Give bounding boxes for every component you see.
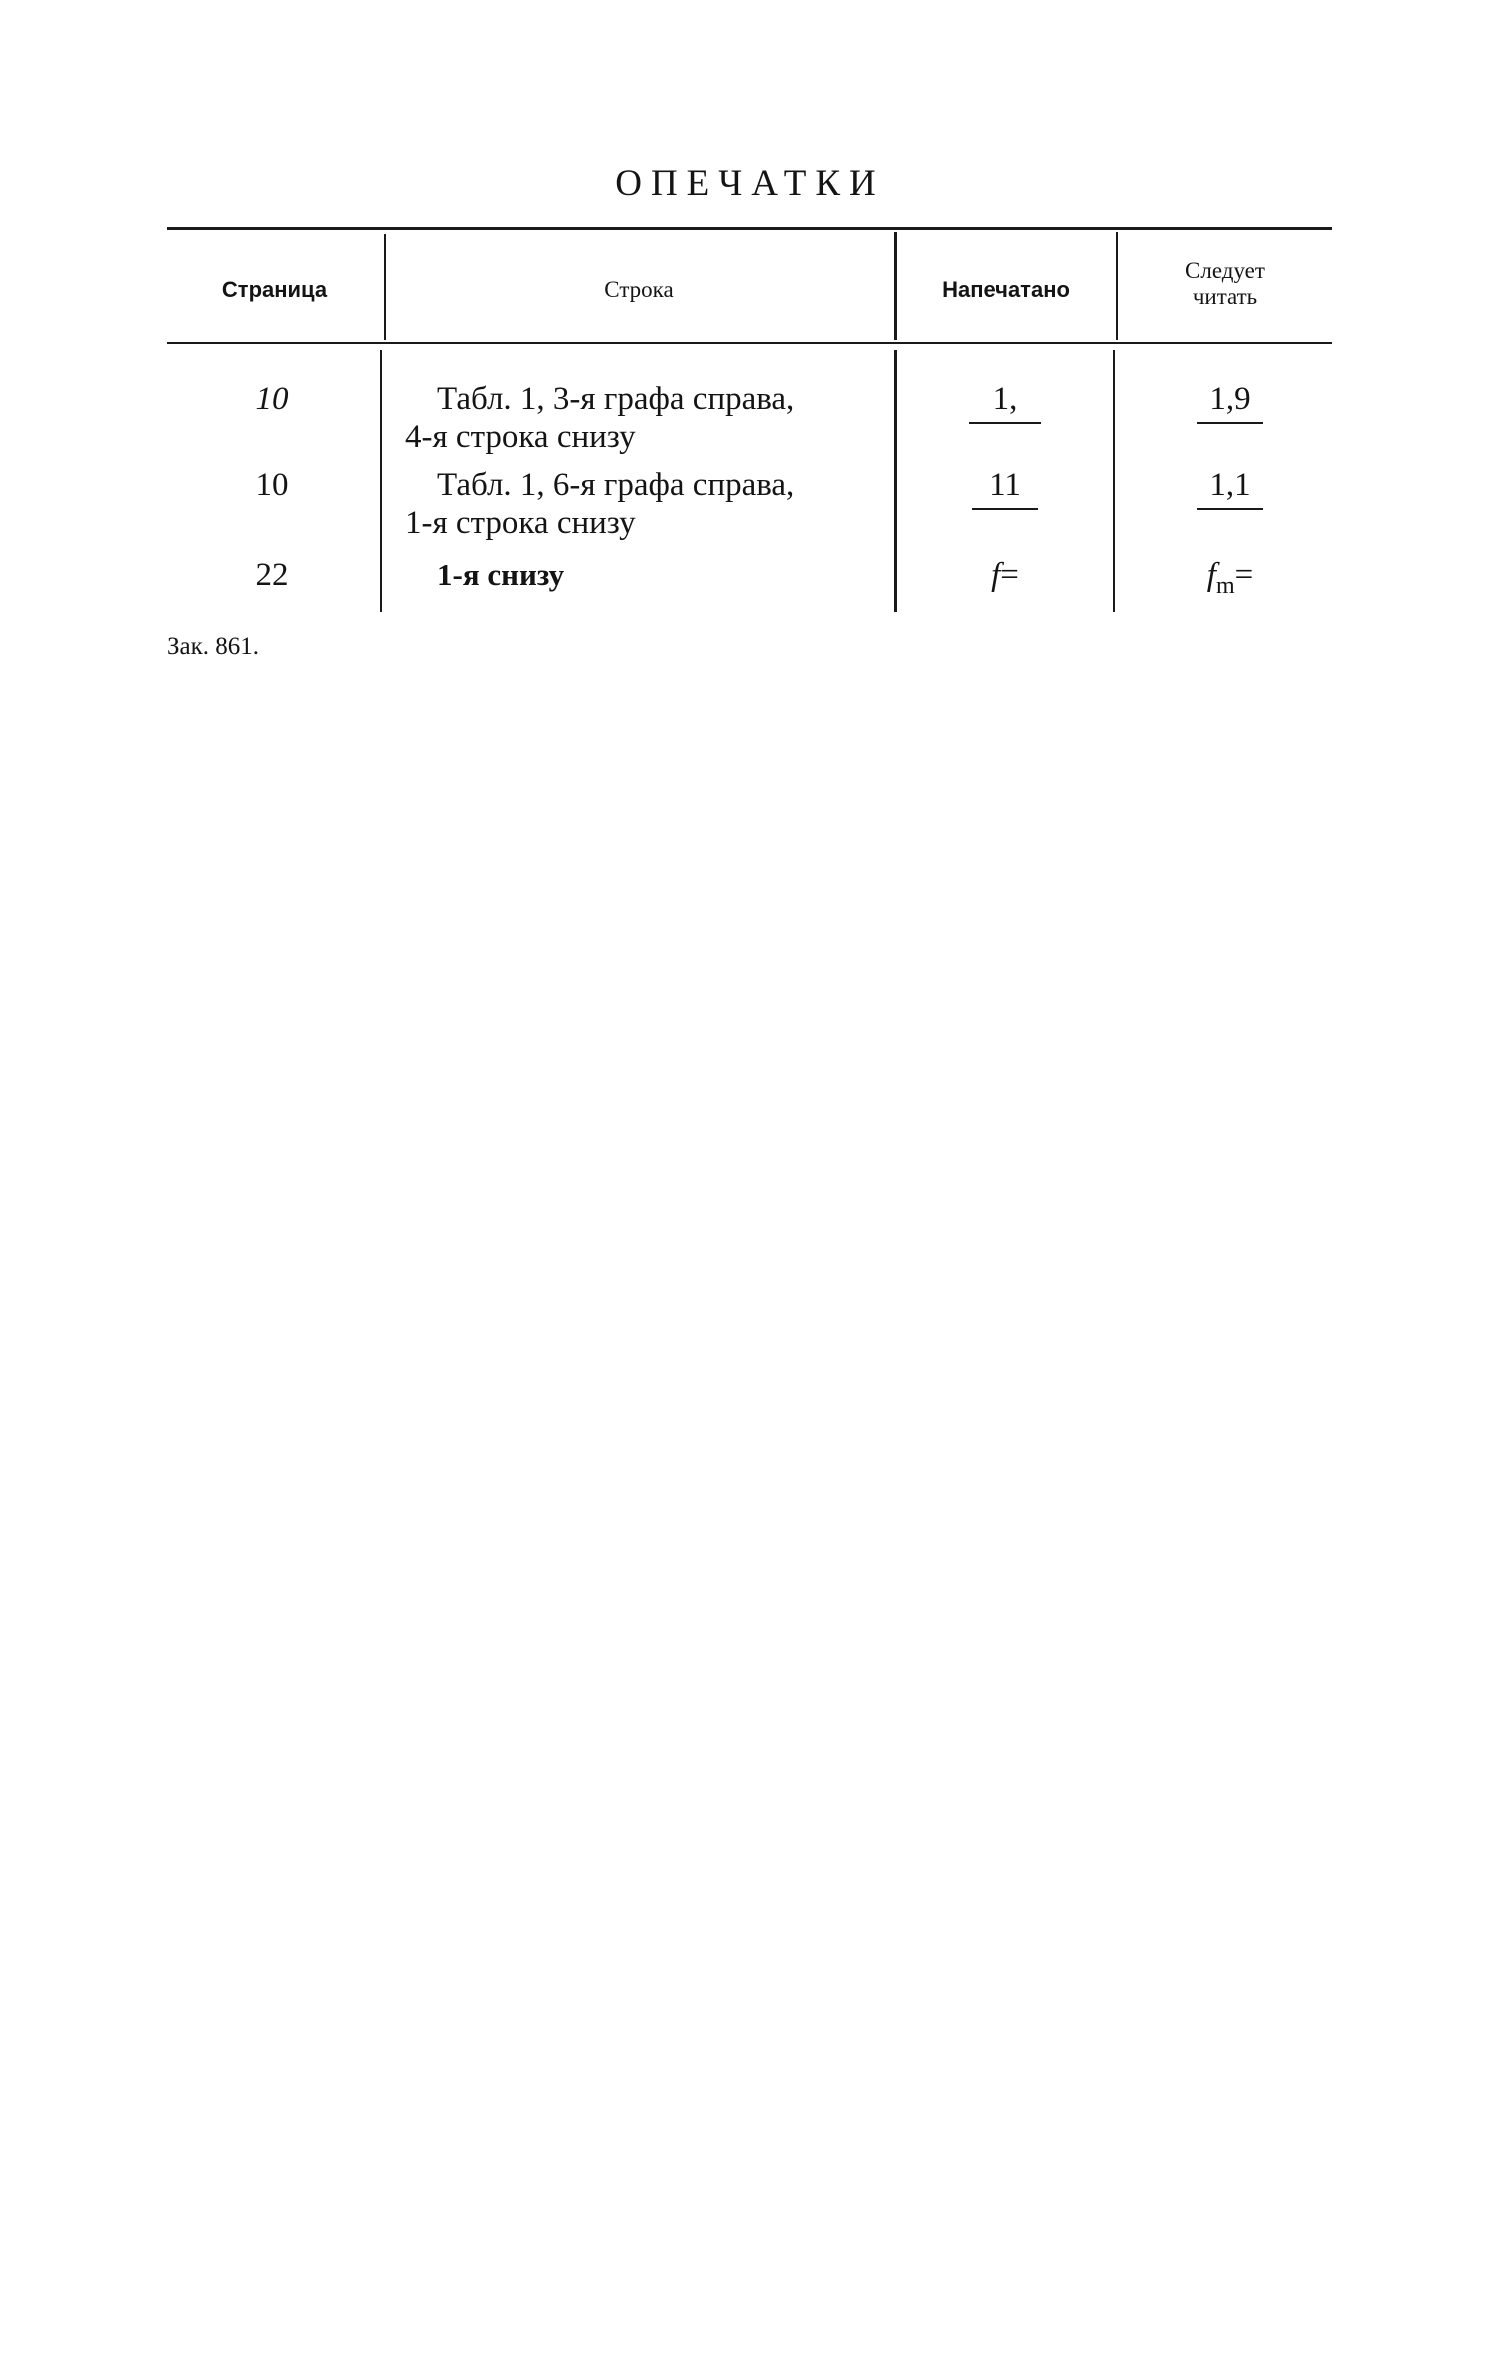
table-row-2-should-read-value: 1,1 bbox=[1209, 467, 1251, 503]
table-row-1-page: 10 bbox=[255, 381, 289, 417]
table-row-3-line: 1-я снизу bbox=[437, 557, 565, 592]
underline bbox=[969, 422, 1041, 424]
underline bbox=[1197, 422, 1263, 424]
table-row-2-page: 10 bbox=[255, 467, 289, 503]
table-row-2-line-2: 1-я строка снизу bbox=[405, 505, 636, 541]
table-row-1-printed bbox=[955, 380, 1055, 424]
header-should-read bbox=[1118, 258, 1332, 310]
header-line: Строка bbox=[604, 277, 674, 302]
body-divider-2 bbox=[894, 350, 897, 612]
table-row-3-should-read bbox=[1175, 556, 1285, 597]
underline bbox=[1197, 508, 1263, 510]
table-row-1-should-read-value: 1,9 bbox=[1209, 381, 1251, 417]
body-divider-1 bbox=[380, 350, 382, 612]
header-divider-2 bbox=[894, 232, 897, 340]
table-row-1-line-2: 4-я строка снизу bbox=[405, 419, 636, 455]
table-row-1-printed-value: 1, bbox=[992, 381, 1018, 417]
body-divider-3 bbox=[1113, 350, 1115, 612]
table-row-2-printed-value: 11 bbox=[989, 467, 1021, 503]
table-row-2-printed bbox=[950, 466, 1060, 510]
header-should-read-line1: Следует bbox=[1185, 258, 1265, 283]
header-should-read-line2: читать bbox=[1192, 284, 1258, 309]
table-header-rule bbox=[167, 342, 1332, 344]
table-top-rule bbox=[167, 227, 1332, 230]
table-row-3-should-read-symbol: f bbox=[1206, 557, 1216, 593]
table-row-1-line bbox=[405, 380, 794, 456]
table-row-1-should-read bbox=[1175, 380, 1285, 424]
table-row-3-should-read-rest: = bbox=[1234, 557, 1254, 593]
table-row-3-should-read-subscript: m bbox=[1215, 573, 1235, 599]
header-page: Страница bbox=[221, 277, 328, 302]
table-row-1-line-1: Табл. 1, 3-я графа справа, bbox=[437, 381, 795, 417]
table-row-3-printed-rest: = bbox=[1000, 557, 1019, 593]
table-row-3-printed-symbol: f bbox=[991, 557, 1001, 593]
table-row-2-should-read bbox=[1175, 466, 1285, 510]
table-row-3-printed bbox=[950, 556, 1060, 594]
table-row-2-line-1: Табл. 1, 6-я графа справа, bbox=[437, 467, 795, 503]
table-row-3-page: 22 bbox=[255, 557, 289, 593]
header-printed: Напечатано bbox=[942, 277, 1070, 302]
table-row-2-line bbox=[405, 466, 794, 542]
underline bbox=[972, 508, 1038, 510]
page-title: ОПЕЧАТКИ bbox=[615, 163, 885, 204]
footer-order-number: Зак. 861. bbox=[167, 633, 260, 660]
